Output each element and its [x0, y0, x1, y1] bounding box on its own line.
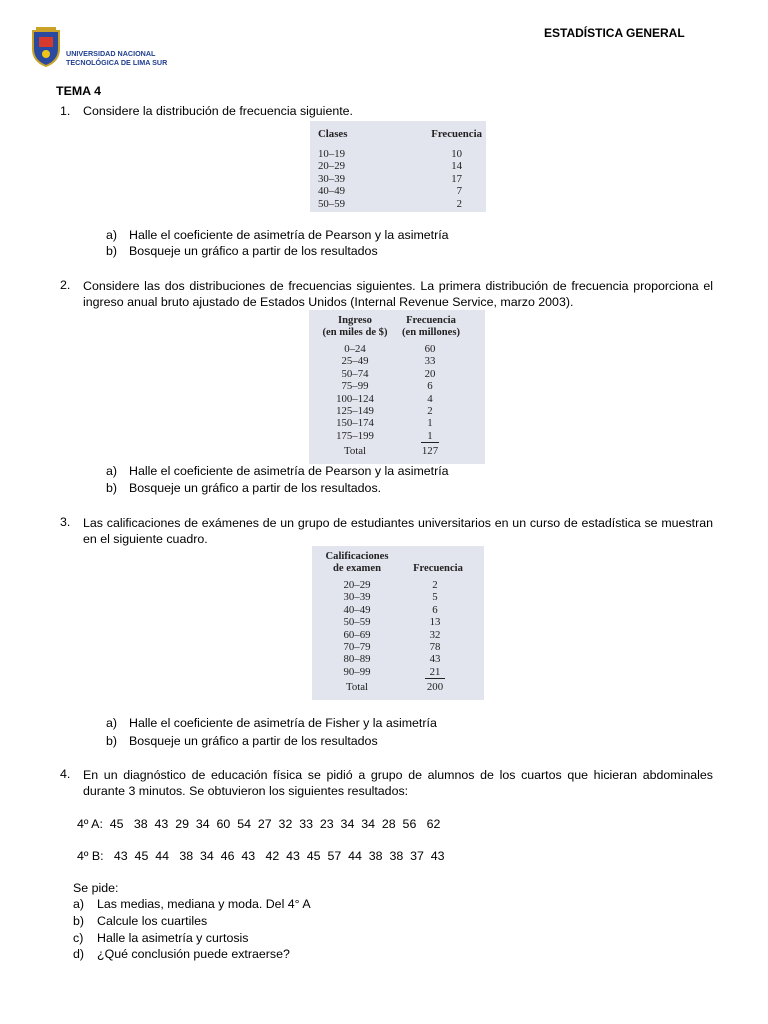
- q3-grade: 40–49: [343, 603, 371, 616]
- q3-freq: 78: [429, 641, 441, 654]
- q1-freq: 14: [451, 160, 462, 173]
- q2-income: 25–49: [341, 355, 369, 368]
- q2-b-label: b): [106, 481, 118, 495]
- q1-header-frecuencia: Frecuencia: [431, 128, 482, 140]
- q2-freq: 1: [427, 417, 433, 430]
- q4-se-pide: Se pide:: [73, 881, 119, 895]
- q4-d-label: d): [73, 947, 85, 961]
- q2-income: 125–149: [336, 405, 374, 418]
- q4-data-4a: 4º A: 45 38 43 29 34 60 54 27 32 33 23 34 34 28 56 62: [77, 817, 441, 831]
- q2-header-ingreso: Ingreso: [338, 315, 372, 326]
- course-title: ESTADÍSTICA GENERAL: [544, 26, 685, 40]
- q1-freq: 7: [456, 185, 462, 198]
- q1-freq: 17: [451, 172, 462, 185]
- q1-class: 40–49: [318, 185, 345, 198]
- q2-a-label: a): [106, 464, 118, 478]
- q2-income: 0–24: [344, 343, 366, 355]
- q3-b-label: b): [106, 734, 118, 748]
- q3-grade: 60–69: [343, 628, 371, 641]
- q3-grade: 70–79: [343, 641, 371, 654]
- q3-grade: 90–99: [343, 666, 371, 679]
- q1-class: 50–59: [318, 197, 345, 210]
- q3-total-label: Total: [345, 681, 369, 694]
- q2-freq: 33: [424, 355, 436, 368]
- q1-text: Considere la distribución de frecuencia siguiente.: [83, 104, 353, 118]
- q4-a-text: Las medias, mediana y moda. Del 4° A: [97, 897, 311, 911]
- q3-header-examen: de examen: [333, 563, 381, 574]
- q2-text: Considere las dos distribuciones de frecuencias siguientes. La primera distribución de frecuencia proporciona el ingreso anual bruto ajustado de Estados Unidos (Internal Revenue Service, marzo 2003).: [83, 279, 713, 309]
- q3-grade: 50–59: [343, 616, 371, 629]
- q2-header-frecuencia: Frecuencia: [406, 315, 456, 326]
- q4-number: 4.: [60, 767, 71, 781]
- q2-freq: 2: [427, 405, 433, 418]
- q3-b-text: Bosqueje un gráfico a partir de los resultados: [129, 734, 378, 748]
- q1-class: 10–19: [318, 148, 345, 160]
- q3-freq: 13: [429, 616, 441, 629]
- q4-a-label: a): [73, 897, 85, 911]
- q1-header-clases: Clases: [318, 128, 348, 140]
- q2-freq: 4: [427, 392, 433, 405]
- q4-c-label: c): [73, 931, 84, 945]
- university-name-line2: TECNOLÓGICA DE LIMA SUR: [66, 58, 168, 67]
- q2-total-label: Total: [343, 445, 367, 458]
- q1-class: 20–29: [318, 160, 345, 173]
- q4-b-text: Calcule los cuartiles: [97, 914, 208, 928]
- university-logo: [30, 27, 168, 69]
- q1-class: 30–39: [318, 172, 345, 185]
- q3-total-value: 200: [426, 681, 444, 694]
- q2-table: [309, 310, 485, 464]
- q3-table: [312, 546, 484, 700]
- q4-c-text: Halle la asimetría y curtosis: [97, 931, 249, 945]
- q3-freq: 2: [432, 579, 438, 591]
- q2-freq: 1: [421, 430, 439, 443]
- q2-b-text: Bosqueje un gráfico a partir de los resultados.: [129, 481, 382, 495]
- q2-freq: 20: [424, 367, 436, 380]
- q3-freq: 6: [432, 603, 438, 616]
- q2-header-ingreso-unit: (en miles de $): [322, 327, 388, 338]
- q2-freq: 6: [427, 380, 433, 393]
- q3-number: 3.: [60, 515, 71, 529]
- q3-grade: 30–39: [343, 591, 371, 604]
- q1-a-label: a): [106, 228, 118, 242]
- q2-number: 2.: [60, 278, 71, 292]
- q2-income: 150–174: [336, 417, 374, 430]
- q2-income: 50–74: [341, 367, 369, 380]
- q4-b-label: b): [73, 914, 85, 928]
- q1-number: 1.: [60, 104, 71, 118]
- q3-freq: 5: [432, 591, 438, 604]
- q4-text: En un diagnóstico de educación física se pidió a grupo de alumnos de los cuartos que hicieran abdominales durante 3 minutos. Se obtuvieron los siguientes resultados:: [83, 768, 713, 798]
- q3-freq: 32: [429, 628, 441, 641]
- q4-d-text: ¿Qué conclusión puede extraerse?: [97, 947, 290, 961]
- q3-header-frecuencia: Frecuencia: [413, 563, 463, 574]
- q2-total-value: 127: [421, 445, 439, 458]
- q1-a-text: Halle el coeficiente de asimetría de Pearson y la asimetría: [129, 228, 449, 242]
- q1-freq: 2: [456, 197, 462, 210]
- q3-grade: 20–29: [343, 579, 371, 591]
- q1-table: [310, 121, 486, 212]
- university-name-line1: UNIVERSIDAD NACIONAL: [66, 49, 156, 58]
- q3-freq: 21: [425, 666, 445, 679]
- q4-data-4b: 4º B: 43 45 44 38 34 46 43 42 43 45 57 44 38 38 37 43: [77, 849, 445, 863]
- q3-grade: 80–89: [343, 653, 371, 666]
- q2-income: 75–99: [341, 380, 369, 393]
- q3-text: Las calificaciones de exámenes de un grupo de estudiantes universitarios en un curso de estadística se muestran en el siguiente cuadro.: [83, 516, 713, 546]
- q3-header-calificaciones: Calificaciones: [325, 551, 389, 562]
- q1-b-label: b): [106, 244, 118, 258]
- q3-freq: 43: [429, 653, 441, 666]
- q1-freq: 10: [451, 148, 462, 160]
- q2-income: 175–199: [336, 430, 374, 443]
- q2-header-frecuencia-unit: (en millones): [402, 327, 460, 338]
- q1-b-text: Bosqueje un gráfico a partir de los resultados: [129, 244, 378, 258]
- q2-income: 100–124: [336, 392, 374, 405]
- q3-a-label: a): [106, 716, 118, 730]
- crest-icon: [30, 27, 62, 67]
- university-name: [66, 49, 167, 67]
- q2-a-text: Halle el coeficiente de asimetría de Pearson y la asimetría: [129, 464, 449, 478]
- q3-a-text: Halle el coeficiente de asimetría de Fisher y la asimetría: [129, 716, 437, 730]
- q2-freq: 60: [424, 343, 436, 355]
- tema-heading: TEMA 4: [56, 84, 101, 98]
